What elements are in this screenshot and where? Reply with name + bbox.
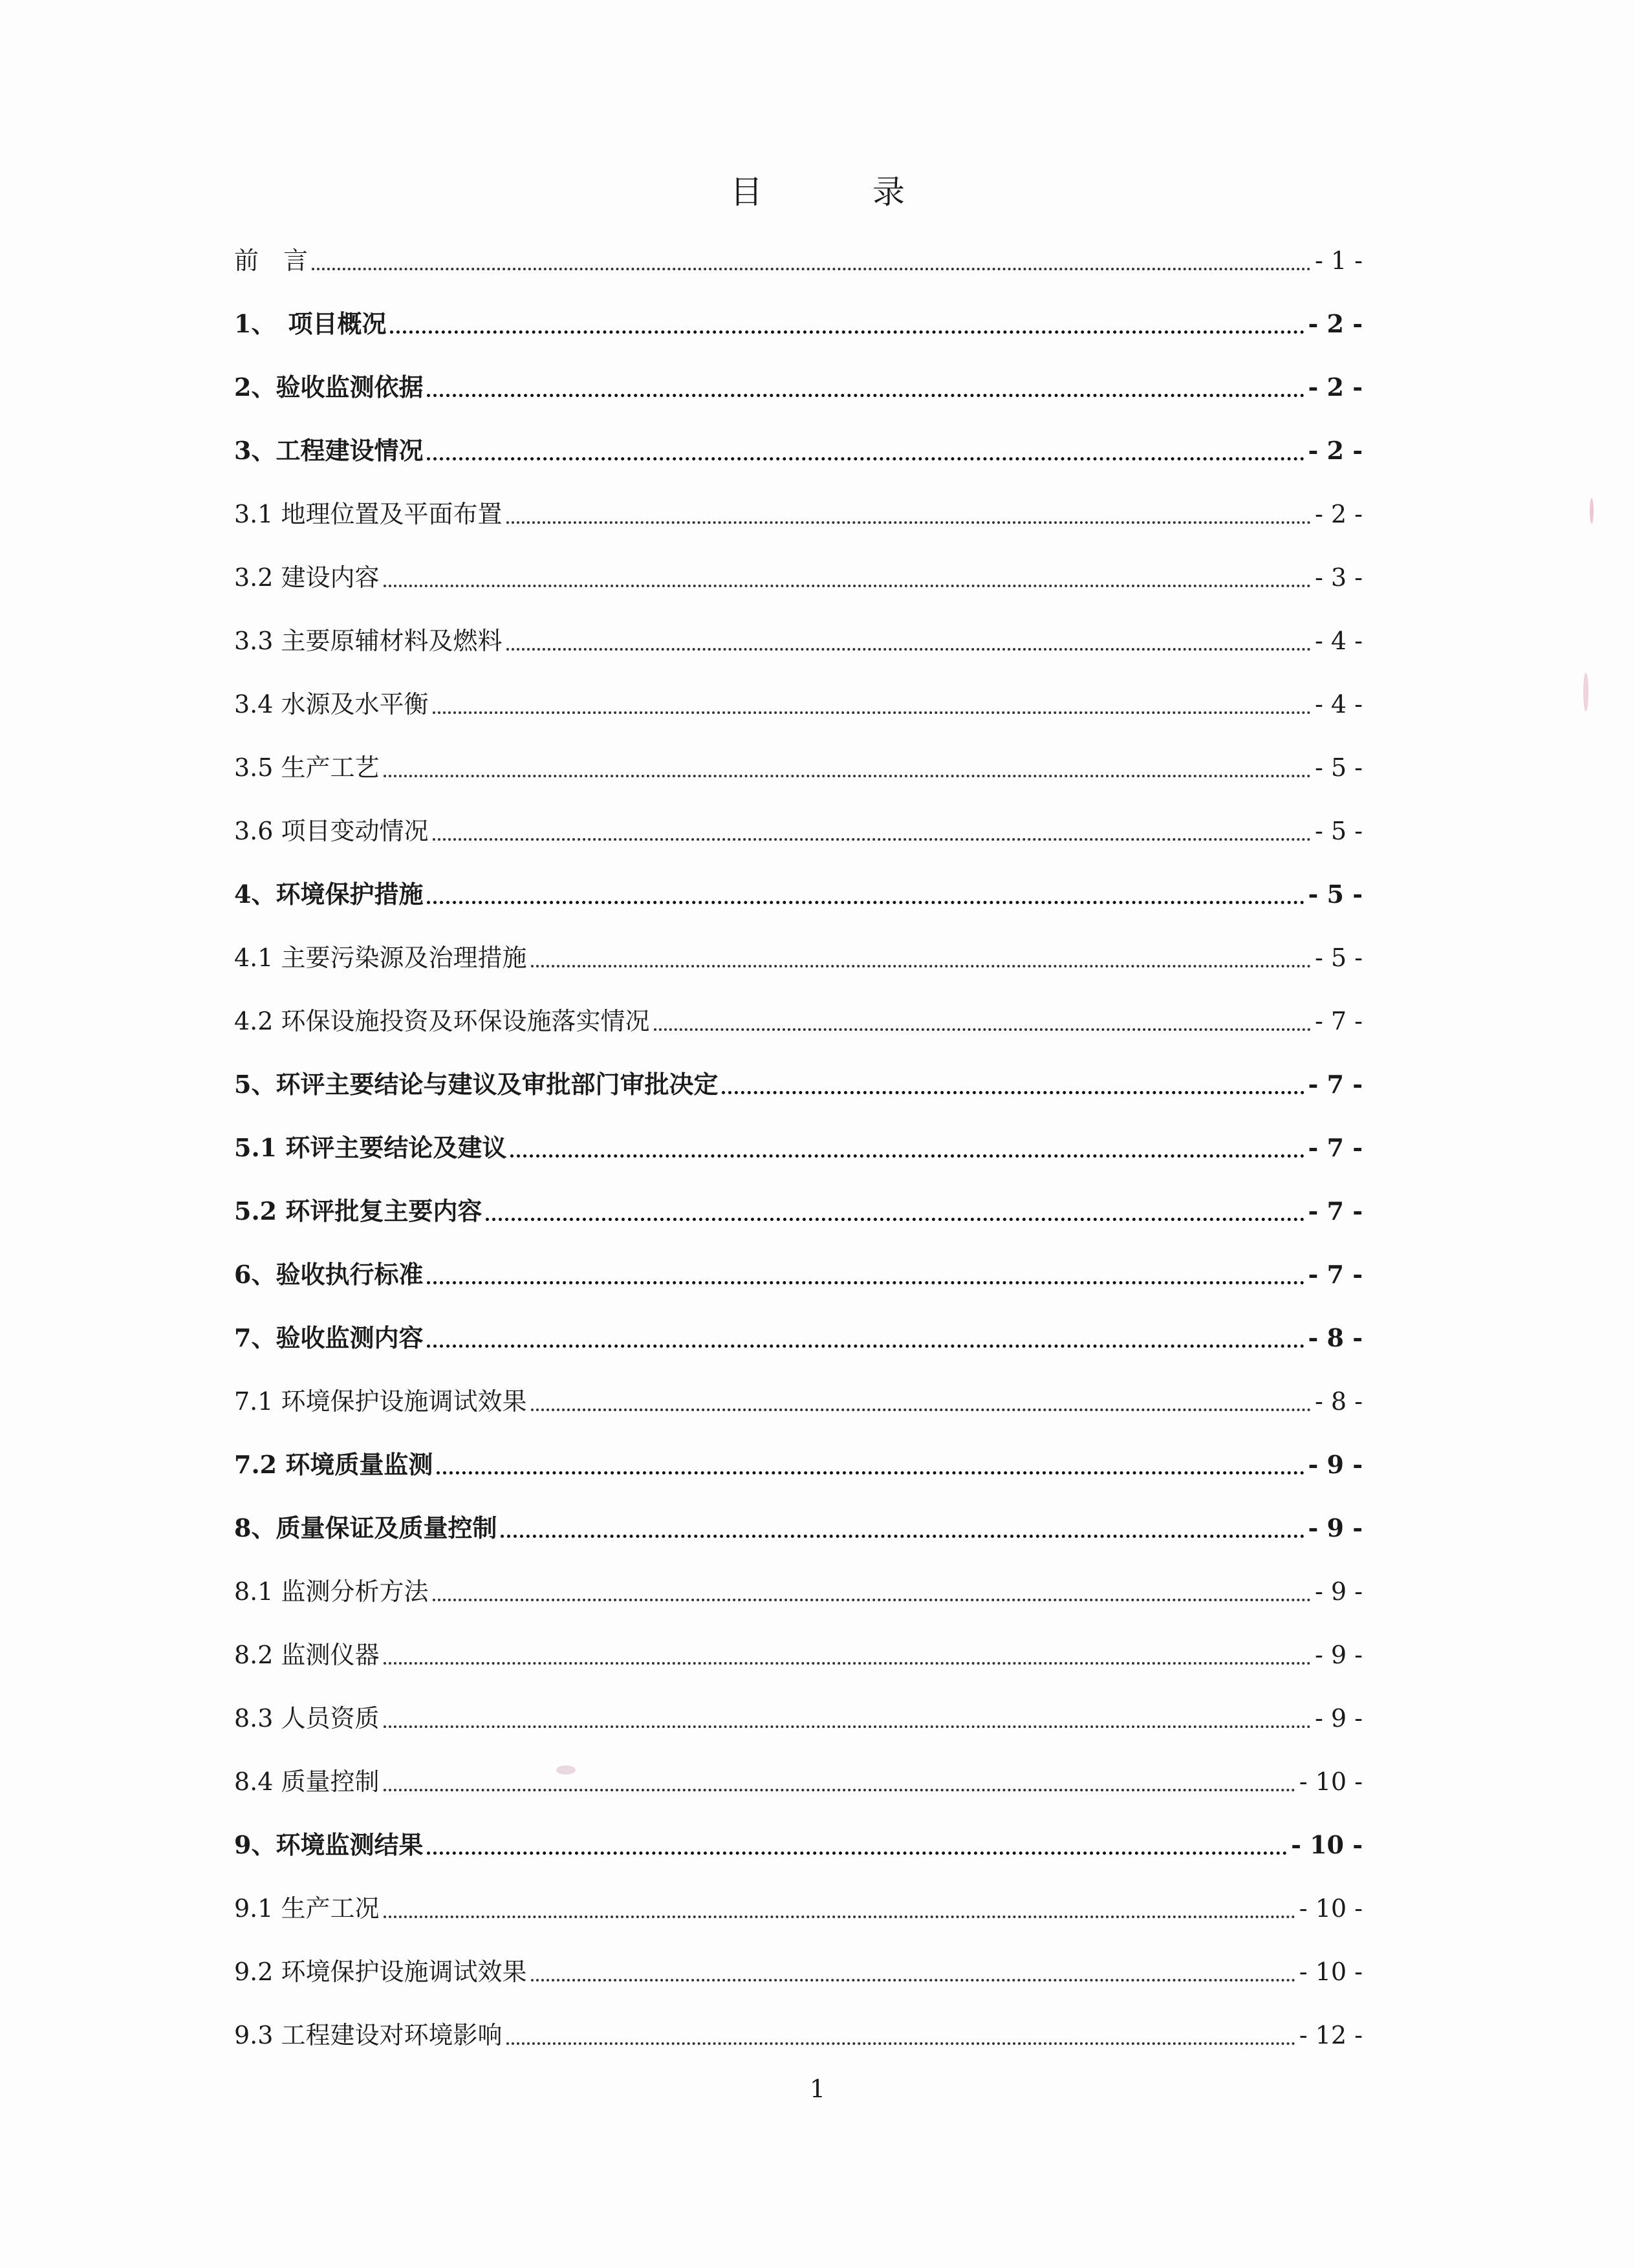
toc-entry-page: - 2 - [1308,309,1363,338]
toc-entry-label: 9.1 生产工况 [234,1894,380,1923]
toc-entry-page: - 2 - [1308,436,1363,465]
toc-entry-page: - 7 - [1308,1260,1363,1289]
toc-entry-page: - 9 - [1314,1577,1363,1606]
toc-leader-dots [506,2042,1295,2045]
toc-entry [234,365,1363,404]
toc-entry [234,301,1363,340]
toc-leader-dots [510,1154,1304,1158]
toc-leader-dots [384,1916,1295,1918]
toc-leader-dots [384,1725,1311,1728]
toc-leader-dots [437,1471,1304,1474]
toc-entry-label: 5.1 环评主要结论及建议 [234,1133,507,1162]
toc-entry-label: 9、环境监测结果 [234,1830,424,1859]
toc-entry-page: - 8 - [1314,1387,1363,1416]
toc-entry-page: - 5 - [1314,753,1363,782]
toc-entry-page: - 7 - [1308,1070,1363,1099]
toc-entry [234,1506,1363,1544]
toc-leader-dots [433,1599,1311,1601]
toc-entry-label: 4、环境保护措施 [234,880,424,909]
toc-entry-label: 8、质量保证及质量控制 [234,1513,497,1542]
toc-entry [234,1632,1363,1671]
toc-entry-label: 3.5 生产工艺 [234,753,380,782]
toc-entry [234,808,1363,847]
toc-entry-label: 3.4 水源及水平衡 [234,690,429,718]
toc-entry-page: - 5 - [1314,817,1363,845]
toc-entry-page: - 10 - [1299,1958,1363,1986]
toc-leader-dots [384,1662,1311,1665]
toc-entry-label: 3、工程建设情况 [234,436,424,465]
toc-leader-dots [384,775,1311,777]
toc-leader-dots [427,1852,1287,1855]
toc-entry-page: - 10 - [1299,1767,1363,1796]
toc-entry [234,2013,1363,2051]
toc-entry-label: 6、验收执行标准 [234,1260,424,1289]
toc-entry [234,1949,1363,1988]
toc-leader-dots [390,330,1304,334]
toc-leader-dots [427,1281,1304,1284]
toc-entry-page: - 7 - [1308,1133,1363,1162]
toc-entry-label: 8.1 监测分析方法 [234,1577,429,1606]
toc-leader-dots [384,585,1311,587]
toc-entry-label: 3.2 建设内容 [234,563,380,592]
toc-leader-dots [427,457,1304,460]
toc-leader-dots [486,1218,1304,1221]
toc-entry-label: 7.1 环境保护设施调试效果 [234,1387,527,1416]
toc-entry [234,1252,1363,1291]
toc-entry-page: - 5 - [1308,880,1363,909]
toc-leader-dots [427,1345,1304,1348]
toc-title: 目 录 [730,173,944,211]
toc-entry-label: 7、验收监测内容 [234,1323,424,1352]
toc-entry-label: 3.3 主要原辅材料及燃料 [234,627,503,655]
toc-entry-label: 5、环评主要结论与建议及审批部门审批决定 [234,1070,719,1099]
toc-entry [234,682,1363,720]
toc-leader-dots [506,521,1311,524]
toc-entry-label: 前 言 [234,246,309,275]
toc-entry [234,1696,1363,1734]
toc-entry-page: - 2 - [1314,500,1363,528]
toc-entry-page: - 1 - [1314,246,1363,275]
toc-entry [234,1062,1363,1101]
toc-entry-label: 3.6 项目变动情况 [234,817,429,845]
toc-entry-label: 8.4 质量控制 [234,1767,380,1796]
toc-entry [234,238,1363,277]
toc-entry [234,1886,1363,1925]
toc-entry-page: - 8 - [1308,1323,1363,1352]
toc-entry-label: 9.2 环境保护设施调试效果 [234,1958,527,1986]
toc-entry [234,491,1363,530]
toc-entry [234,1125,1363,1164]
toc-entry [234,1315,1363,1354]
toc-entry-label: 9.3 工程建设对环境影响 [234,2021,503,2049]
toc-entry [234,1189,1363,1227]
toc-leader-dots [501,1535,1304,1538]
toc-leader-dots [531,1979,1295,1982]
toc-entry [234,999,1363,1037]
toc-entry-page: - 9 - [1308,1513,1363,1542]
toc-entry-page: - 5 - [1314,944,1363,972]
toc-leader-dots [427,394,1304,397]
toc-leader-dots [384,1789,1295,1791]
toc-entry-page: - 9 - [1314,1704,1363,1733]
toc-entry-label: 5.2 环评批复主要内容 [234,1196,482,1226]
toc-entry-page: - 3 - [1314,563,1363,592]
toc-entry-label: 4.2 环保设施投资及环保设施落实情况 [234,1007,650,1035]
toc-entry-label: 8.3 人员资质 [234,1704,380,1733]
toc-entry-page: - 4 - [1314,690,1363,718]
toc-entry [234,618,1363,657]
toc-entry-label: 3.1 地理位置及平面布置 [234,500,503,528]
toc-entry-page: - 10 - [1299,1894,1363,1923]
toc-entry-page: - 12 - [1299,2021,1363,2049]
toc-leader-dots [654,1028,1311,1031]
toc-entry-label: 2、验收监测依据 [234,373,424,402]
scan-artifact [1583,673,1588,711]
toc-leader-dots [531,1409,1311,1411]
toc-entry [234,1759,1363,1798]
toc-leader-dots [722,1091,1304,1094]
toc-entry-label: 4.1 主要污染源及治理措施 [234,944,527,972]
toc-entry-page: - 10 - [1291,1830,1363,1859]
toc-entry-page: - 9 - [1314,1641,1363,1669]
toc-entry [234,745,1363,784]
toc-leader-dots [433,838,1311,841]
toc-entry [234,428,1363,467]
toc-leader-dots [312,268,1311,270]
toc-entry [234,1379,1363,1418]
toc-entry [234,1442,1363,1481]
toc-leader-dots [506,648,1311,651]
toc-entry-label: 1、 项目概况 [234,309,387,338]
toc-entry [234,872,1363,911]
toc-entry-page: - 4 - [1314,627,1363,655]
toc-entry-page: - 9 - [1308,1450,1363,1479]
toc-entry-page: - 2 - [1308,373,1363,402]
page-number: 1 [809,2075,826,2103]
toc-entry-label: 8.2 监测仪器 [234,1641,380,1669]
toc-leader-dots [427,901,1304,904]
toc-entry [234,1569,1363,1608]
toc-entry-page: - 7 - [1314,1007,1363,1035]
toc-entry-page: - 7 - [1308,1196,1363,1226]
toc-entry [234,1822,1363,1861]
toc-entry [234,935,1363,974]
scan-artifact [556,1766,576,1775]
toc-entry [234,555,1363,594]
scan-artifact [1590,498,1594,524]
toc-entry-label: 7.2 环境质量监测 [234,1450,433,1479]
toc-leader-dots [433,711,1311,714]
toc-leader-dots [531,965,1311,967]
